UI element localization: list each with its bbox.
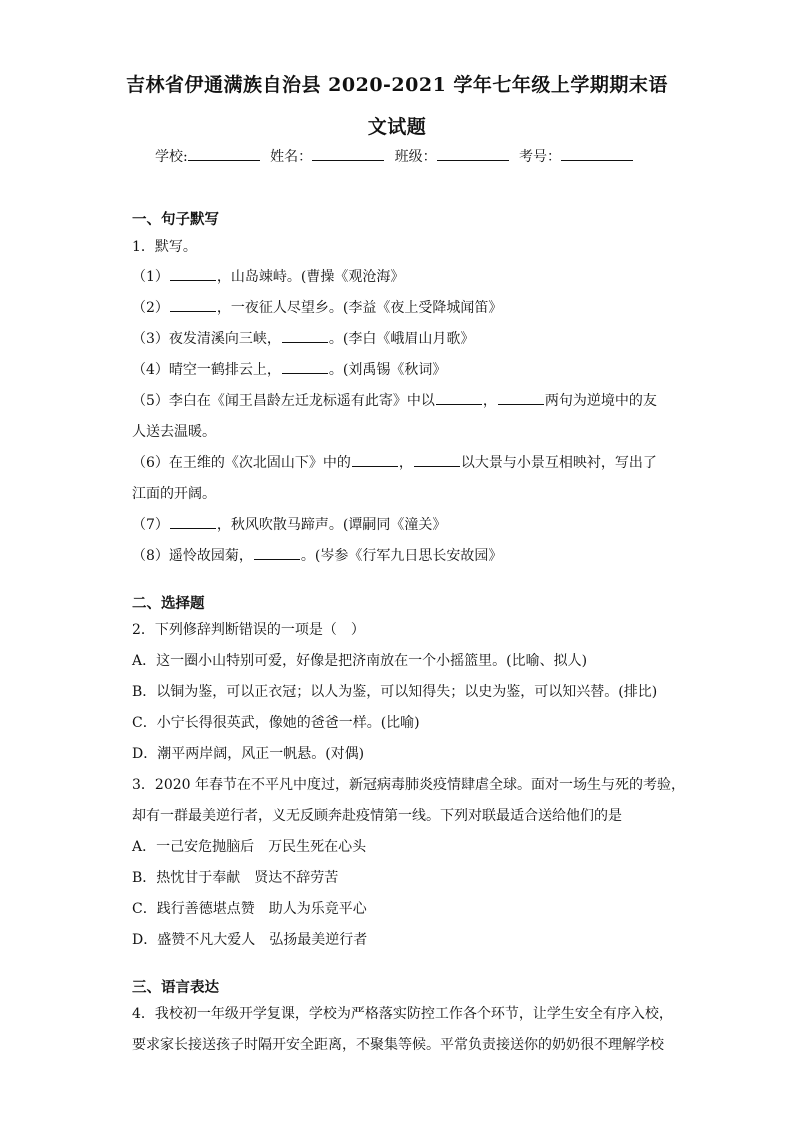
name-blank[interactable]: [312, 146, 384, 161]
student-info-row: [0, 146, 794, 166]
class-blank[interactable]: [437, 146, 509, 161]
question-3-stem-line-1: 3．2020 年春节在不平凡中度过，新冠病毒肺炎疫情肆虐全球。面对一场生与死的考验，: [132, 777, 685, 793]
answer-blank[interactable]: [352, 453, 398, 467]
answer-blank[interactable]: [254, 546, 300, 560]
answer-blank[interactable]: [170, 298, 216, 312]
exam-number-field: 考号：: [519, 146, 633, 166]
question-4-line-1: 4．我校初一年级开学复课，学校为严格落实防控工作各个环节，让学生安全有序入校，: [132, 1006, 673, 1022]
title-line-2: 文试题: [367, 116, 427, 138]
question-3-stem-line-2: 却有一群最美逆行者，义无反顾奔赴疫情第一线。下列对联最适合送给他们的是: [132, 808, 622, 824]
title-line-1: 吉林省伊通满族自治县 2020-2021 学年七年级上学期期末语: [126, 74, 668, 96]
exam-number-blank[interactable]: [561, 146, 633, 161]
answer-blank[interactable]: [498, 391, 544, 405]
q3-option-d[interactable]: D．盛赞不凡大爱人 弘扬最美逆行者: [132, 932, 368, 948]
section-heading-1: 一、句子默写: [132, 211, 219, 228]
school-blank[interactable]: [188, 146, 260, 161]
school-field: 学校:: [155, 146, 260, 166]
answer-blank[interactable]: [282, 329, 328, 343]
question-2-stem: 2．下列修辞判断错误的一项是（ ）: [132, 622, 365, 638]
q2-option-c[interactable]: C．小宁长得很英武，像她的爸爸一样。(比喻): [132, 715, 420, 731]
q2-option-a[interactable]: A．这一圈小山特别可爱，好像是把济南放在一个小摇篮里。(比喻、拟人): [132, 653, 588, 669]
q1-item-2: （2） ，一夜征人尽望乡。(李益《夜上受降城闻笛》: [132, 300, 503, 316]
answer-blank[interactable]: [170, 267, 216, 281]
question-4-line-2: 要求家长接送孩子时隔开安全距离，不聚集等候。平常负责接送你的奶奶很不理解学校: [132, 1037, 664, 1053]
q1-item-4: （4）晴空一鹤排云上， 。(刘禹锡《秋词》: [132, 362, 447, 378]
q2-option-d[interactable]: D．潮平两岸阔，风正一帆悬。(对偶): [132, 746, 365, 762]
class-field: 班级：: [395, 146, 509, 166]
section-heading-3: 三、语言表达: [132, 979, 219, 996]
name-field: 姓名：: [270, 146, 384, 166]
q1-item-1: （1） ，山岛竦峙。(曹操《观沧海》: [132, 269, 405, 285]
q1-item-6-continued: 江面的开阔。: [132, 486, 216, 502]
q2-option-b[interactable]: B．以铜为鉴，可以正衣冠；以人为鉴，可以知得失；以史为鉴，可以知兴替。(排比): [132, 684, 658, 700]
q1-item-3: （3）夜发清溪向三峡， 。(李白《峨眉山月歌》: [132, 331, 475, 347]
answer-blank[interactable]: [170, 515, 216, 529]
q3-option-c[interactable]: C．践行善德堪点赞 助人为乐竞平心: [132, 901, 367, 917]
answer-blank[interactable]: [414, 453, 460, 467]
q3-option-a[interactable]: A．一己安危抛脑后 万民生死在心头: [132, 839, 367, 855]
q1-item-8: （8）遥怜故园菊， 。(岑参《行军九日思长安故园》: [132, 548, 503, 564]
q1-item-5-continued: 人送去温暖。: [132, 424, 216, 440]
q3-option-b[interactable]: B．热忱甘于奉献 贤达不辞劳苦: [132, 870, 339, 886]
answer-blank[interactable]: [436, 391, 482, 405]
question-1-stem: 1．默写。: [132, 239, 197, 255]
section-heading-2: 二、选择题: [132, 595, 205, 612]
q1-item-5: （5）李白在《闻王昌龄左迁龙标遥有此寄》中以 ， 两句为逆境中的友: [132, 393, 657, 409]
answer-blank[interactable]: [282, 360, 328, 374]
q1-item-6: （6）在王维的《次北固山下》中的 ， 以大景与小景互相映衬，写出了: [132, 455, 657, 471]
q1-item-7: （7） ，秋风吹散马蹄声。(谭嗣同《潼关》: [132, 517, 447, 533]
